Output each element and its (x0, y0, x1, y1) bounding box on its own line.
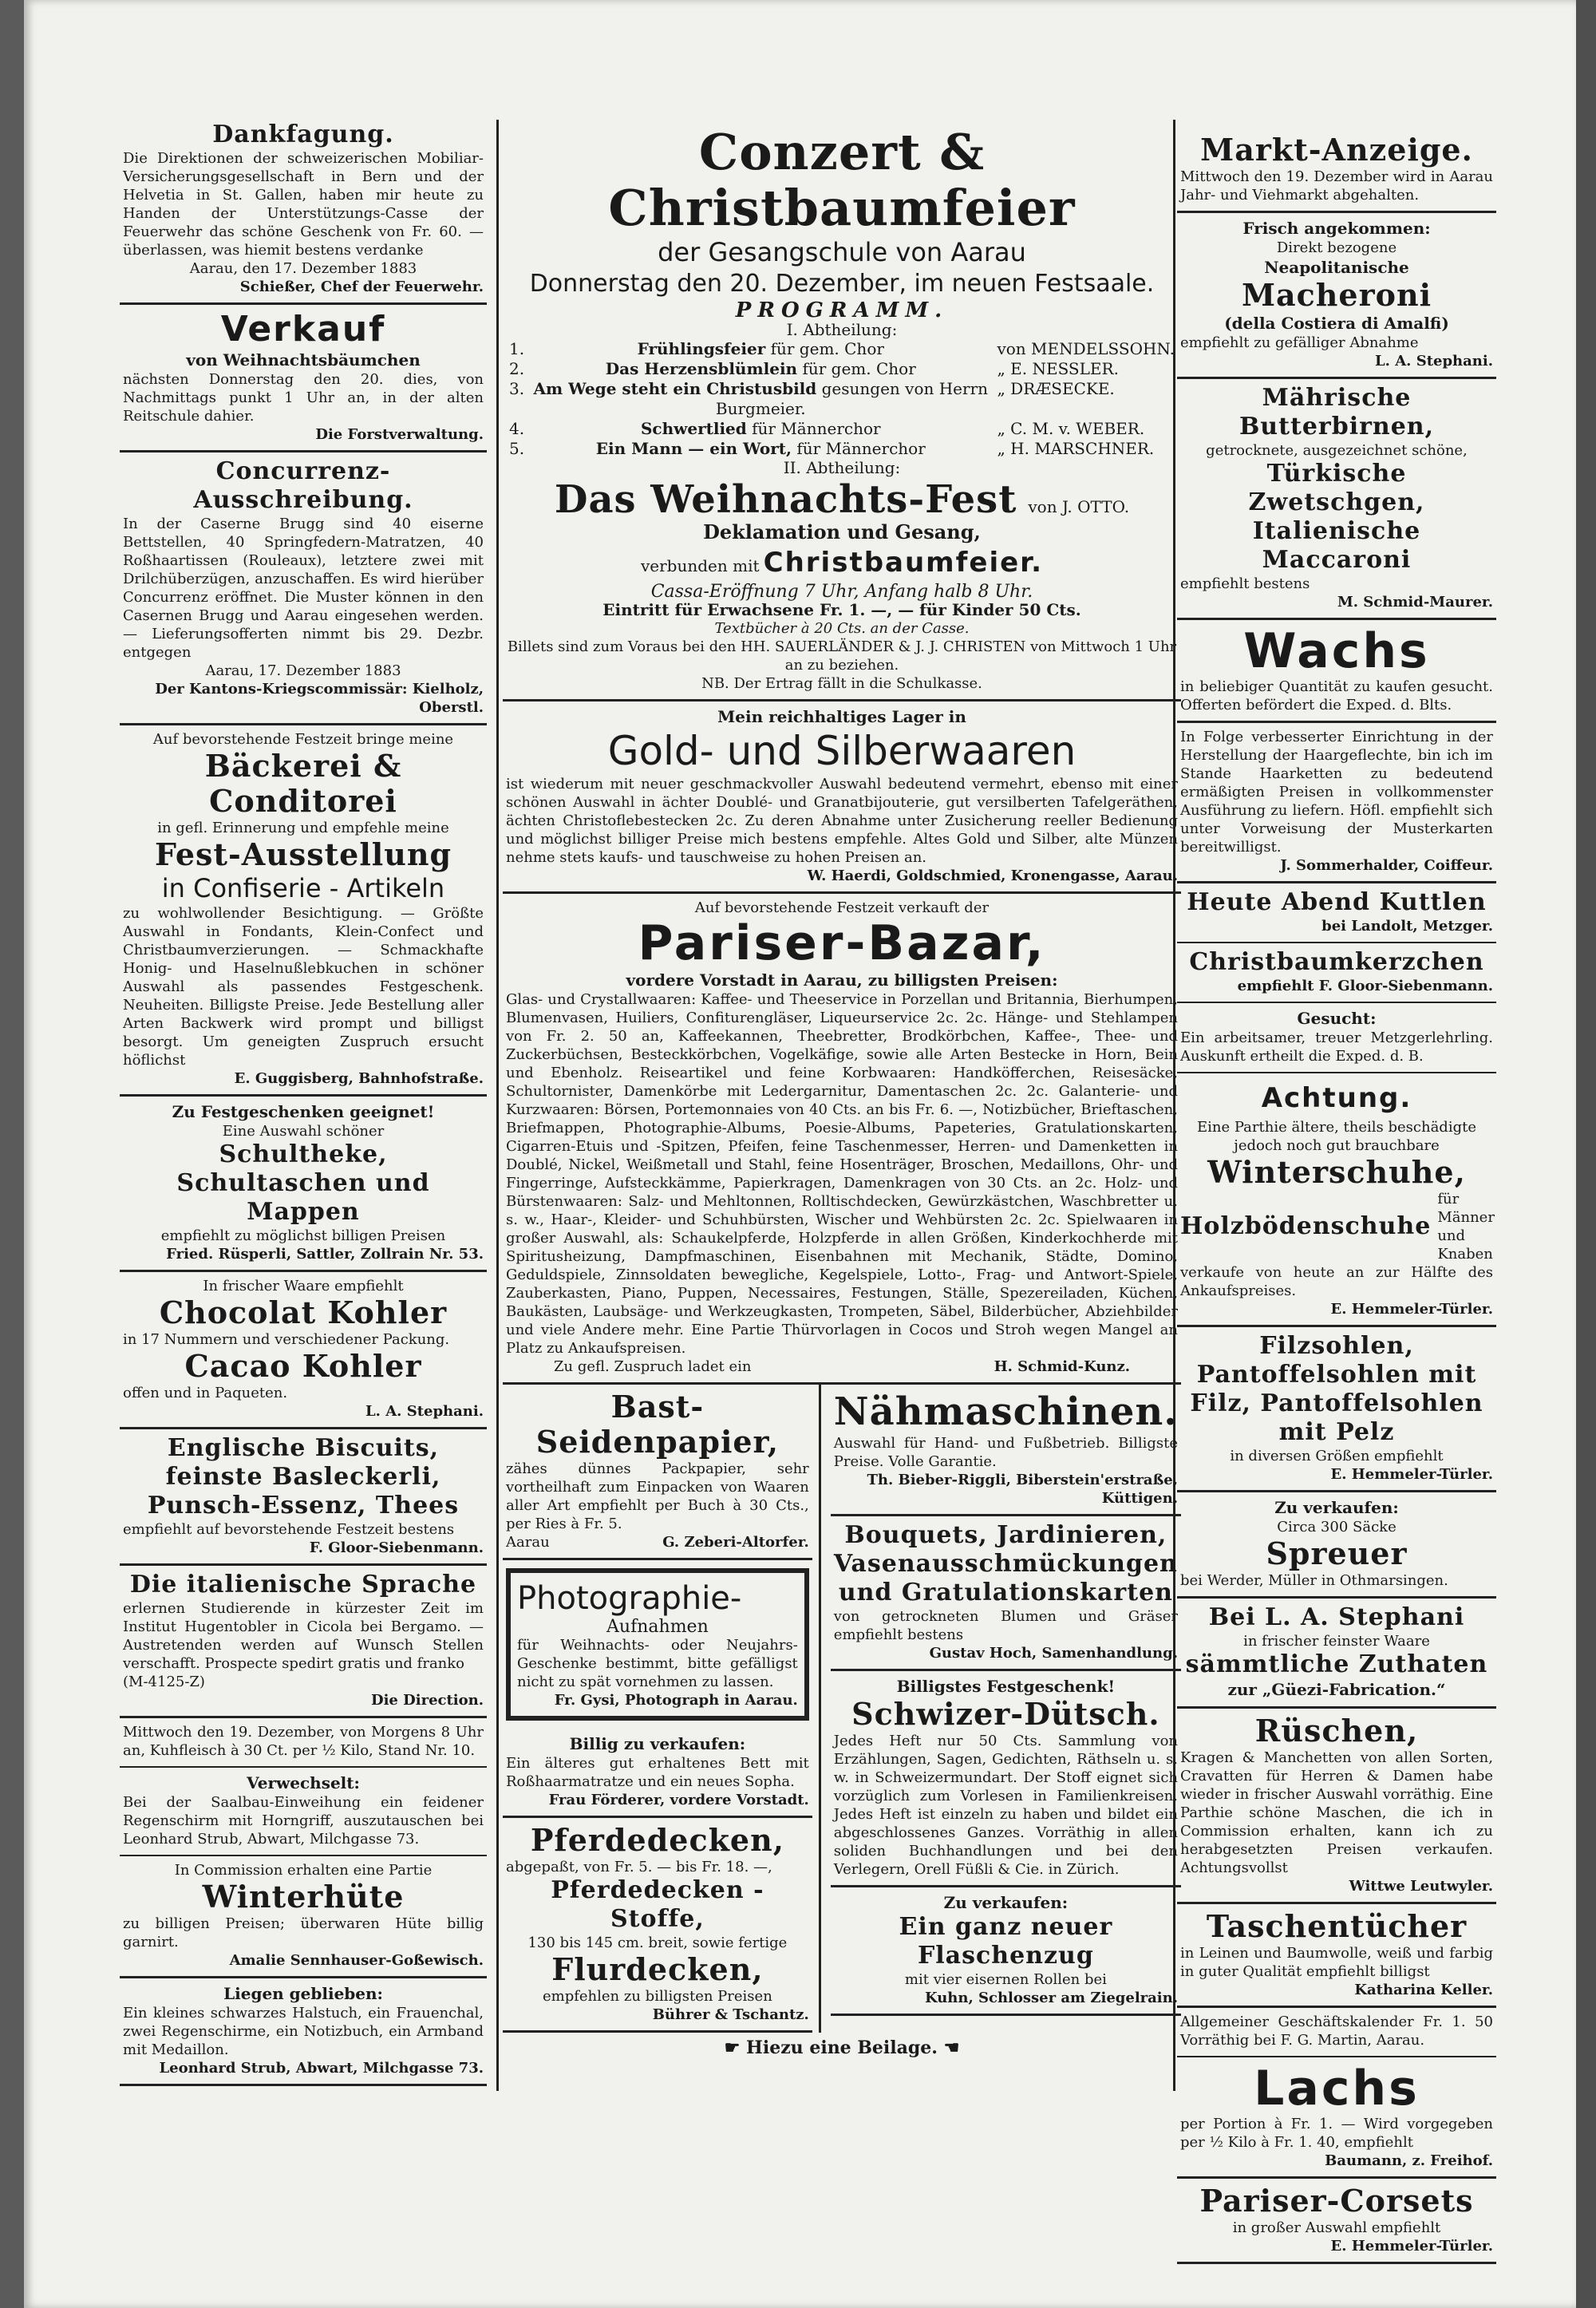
program-piece-title: Das Herzensblümlein (605, 359, 798, 378)
weihnacht-sub: Deklamation und Gesang, (703, 520, 981, 543)
ad-title: Mährische Butterbirnen, (1238, 384, 1435, 441)
ad-body: zu billigen Preisen; überwaren Hüte billig garnirt. (123, 1915, 484, 1950)
beilage-note (503, 2037, 1181, 2058)
ad-bouquets (831, 1516, 1181, 1671)
ad-stephani-zuthaten (1177, 1599, 1496, 1709)
two-column-block (503, 1385, 1181, 2033)
billets: Billets sind zum Voraus bei den HH. SAUERLÄNDER & J. J. CHRISTEN von Mittwoch 1 Uhr an zu beziehen. (507, 638, 1177, 674)
ad-title: Verwechselt: (247, 1773, 360, 1792)
ad-intro: In Commission erhalten eine Partie (174, 1862, 433, 1879)
ad-liegen-geblieben (120, 1978, 487, 2086)
ad-schwizer-duetsch (831, 1671, 1181, 1887)
ad-kerzchen (1177, 943, 1496, 1003)
ad-schultheke (120, 1097, 487, 1272)
ad-line (1180, 1190, 1493, 1263)
ad-flaschenzug (831, 1887, 1181, 2016)
weihnacht-line (506, 477, 1178, 522)
program-piece (527, 439, 994, 459)
ad-biscuits (120, 1429, 487, 1566)
ad-signature: L. A. Stephani. (1375, 353, 1493, 370)
ad-body: Mittwoch den 19. Dezember, von Morgens 8 Uhr an, Kuhfleisch à 30 Ct. per ½ Kilo, Stand Nr. 10. (123, 1724, 484, 1759)
ad-body: In der Caserne Brugg sind 40 eiserne Bettstellen, 40 Springfedern-Matratzen, 40 Roßhaartissen (Rouleaux), letztere zwei mit Drilchüberzügen, anzuschaffen. Es wird hierüber Concurrenz eröffnet. Die Muster können in den Casernen Brugg und Aarau eingesehen werden. — Lieferungsofferten nimmt bis 29. Dezbr. entgegen (123, 516, 484, 661)
ad-title-2: Pferdedecken - Stoffe, (551, 1876, 764, 1933)
program-piece-title: Am Wege steht ein Christusbild (533, 379, 817, 398)
column-left (120, 116, 487, 2086)
ad-signature: Frau Förderer, vordere Vorstadt. (548, 1792, 809, 1808)
ad-title-2: Winterschuhe, (1207, 1154, 1466, 1190)
program-composer: „ DRÆSECKE. (997, 379, 1115, 398)
ad-body: von getrockneten Blumen und Gräser empfiehlt bestens (833, 1608, 1178, 1643)
ad-title: Englische Biscuits, feinste Basleckerli, Punsch-Essenz, Thees (147, 1434, 460, 1520)
program-title: PROGRAMM. (735, 298, 949, 322)
ad-kalender (1177, 2008, 1496, 2057)
ad-place: Aarau (506, 1534, 550, 1551)
ad-wachs (1177, 620, 1496, 723)
ad-place: Aarau, 17. Dezember 1883 (205, 662, 401, 679)
program-item (506, 419, 1178, 439)
ad-body: Jedes Heft nur 50 Cts. Sammlung von Erzählungen, Sagen, Gedichten, Räthseln u. s. w. in Schweizermundart. Der Stoff eignet sich vorzüglich zum Vorlesen in Familienkreisen. Jedes Heft ist einzeln zu haben und bildet ein abgeschlossenes Ganzes. Vorräthig in allen soliden Buchhandlungen und bei den Verlegern, Orell Füßli & Cie. in Zürich. (833, 1733, 1178, 1878)
ad-photographie (506, 1568, 809, 1721)
program-no: 4. (509, 419, 525, 438)
ad-body: in großer Auswahl empfiehlt (1232, 2219, 1441, 2236)
ad-intro: Auf bevorstehende Festzeit bringe meine (152, 731, 454, 748)
program-no: 1. (509, 339, 525, 358)
ad-body: Die Direktionen der schweizerischen Mobiliar-Versicherungsgesellschaft in Bern und der Helvetia in St. Gallen, haben mir heute zu Handen der Unterstützungs-Casse der Feuerwehr das schöne Geschenk von Fr. 60. — überlassen, was hiemit bestens verdanke (123, 150, 484, 259)
ad-footer (506, 1358, 1178, 1376)
textbuch: Textbücher à 20 Cts. an der Casse. (714, 620, 970, 637)
ad-signature: G. Zeberi-Altorfer. (662, 1534, 809, 1551)
program-piece-title: Ein Mann — ein Wort, (595, 439, 792, 458)
ad-concurrenz (120, 453, 487, 725)
ad-body: in diversen Größen empfiehlt (1230, 1448, 1444, 1464)
ad-gesucht (1177, 1003, 1496, 1073)
ad-body: Ein kleines schwarzes Halstuch, ein Frauenchal, zwei Regenschirme, ein Notizbuch, ein Armband mit Medaillon. (123, 2005, 484, 2058)
ad-pferdedecken (503, 1818, 812, 2033)
ad-body: mit vier eisernen Rollen bei (904, 1971, 1107, 1988)
ad-signature: E. Hemmeler-Türler. (1330, 1301, 1493, 1318)
ad-title: Bei L. A. Stephani (1208, 1603, 1465, 1631)
ad-body: nächsten Donnerstag den 20. dies, von Nachmittags punkt 1 Uhr an, in der alten Reitschule dahier. (123, 371, 484, 425)
ad-title: Wachs (1243, 623, 1430, 679)
ad-title: Billig zu verkaufen: (569, 1734, 746, 1753)
ad-body: per Portion à Fr. 1. — Wird vorgegeben per ½ Kilo à Fr. 1. 40, empfiehlt (1180, 2116, 1493, 2151)
ad-intro: Mein reichhaltiges Lager in (717, 707, 966, 726)
ad-body: In Folge verbesserter Einrichtung in der Herstellung der Haargeflechte, bin ich im Stande Haarketten zu bedeutend ermäßigten Preisen in vollkommenster Ausführung zu liefern. Höfl. empfiehlt sich unter Vorweisung der Musterkarten bereitwilligst. (1180, 729, 1493, 856)
note: NB. Der Ertrag fällt in die Schulkasse. (701, 675, 982, 692)
ad-body: Ein älteres gut erhaltenes Bett mit Roßhaarmatratze und ein neues Sopha. (506, 1755, 809, 1790)
subcolumn-left (503, 1385, 821, 2033)
ad-title: Gold- und Silberwaaren (607, 728, 1077, 774)
ad-title: Photographie- (517, 1580, 742, 1617)
ad-intro: Zu verkaufen: (943, 1893, 1069, 1912)
ad-signature: E. Hemmeler-Türler. (1330, 1466, 1493, 1483)
ad-haarketten (1177, 723, 1496, 883)
ad-body-4: verkaufe von heute an zur Hälfte des Ankaufspreises. (1180, 1264, 1493, 1299)
ad-body: Mittwoch den 19. Dezember wird in Aarau Jahr- und Viehmarkt abgehalten. (1180, 168, 1493, 204)
ad-filzsohlen (1177, 1327, 1496, 1492)
ad-winterhuete (120, 1856, 487, 1978)
ad-title: Markt-Anzeige. (1200, 132, 1473, 168)
ad-verkauf (120, 305, 487, 453)
ad-title: Bouquets, Jardinieren, Vasenausschmückungen und Gratulationskarten (833, 1521, 1178, 1607)
ad-verwechselt (120, 1768, 487, 1856)
ad-signature: Die Direction. (370, 1692, 484, 1709)
program-item (506, 359, 1178, 379)
ad-body-3: für Männer und Knaben (1437, 1191, 1495, 1263)
ad-intro: In frischer Waare empfiehlt (203, 1278, 404, 1294)
ad-title: Chocolat Kohler (159, 1294, 448, 1330)
column-right (1177, 128, 1496, 2264)
ad-signature: Gustav Hoch, Samenhandlung. (929, 1645, 1178, 1662)
program-piece (527, 339, 994, 359)
ad-title: Conzert & Christbaumfeier (608, 123, 1076, 237)
ad-body: für Weihnachts- oder Neujahrs-Geschenke bestimmt, bitte gefälligst nicht zu spät vornehmen zu lassen. (517, 1637, 798, 1690)
program-composer: „ E. NESSLER. (997, 359, 1119, 378)
ad-title-2: Cacao Kohler (184, 1348, 422, 1384)
pointing-hand-icon: ☚ (943, 2037, 960, 2058)
ad-markt (1177, 128, 1496, 213)
ad-signature: empfiehlt F. Gloor-Siebenmann. (1237, 978, 1493, 994)
ad-corsets (1177, 2179, 1496, 2264)
program-piece (527, 419, 994, 439)
ad-signature: Fried. Rüsperli, Sattler, Zollrain Nr. 53. (166, 1246, 484, 1263)
ad-pariser-bazar (503, 894, 1181, 1385)
subcolumn-right (831, 1385, 1181, 2033)
ad-signature: Th. Bieber-Riggli, Biberstein'erstraße, Küttigen. (867, 1472, 1178, 1507)
ad-naehmaschinen (831, 1385, 1181, 1516)
ad-kuhfleisch (120, 1718, 487, 1768)
ad-baeckerei (120, 725, 487, 1097)
weihnacht-author: von J. OTTO. (1028, 497, 1130, 516)
ad-body-3: empfehlen zu billigsten Preisen (543, 1988, 772, 2005)
ad-body: ist wiederum mit neuer geschmackvoller Auswahl bedeutend vermehrt, ebenso mit einer schönen Auswahl in ächter Doublé- und Granatbijouterie, gut versilberten Tafelgeräthen, ächten Christoflebestecken 2c. Zu deren Abnahme unter Zusicherung reeller Bedienung und möglichst billiger Preise mich bestens empfehle. Altes Gold und Silber, alte Münzen nehme stets kaufs- und tauschweise zu hohen Preisen an. (506, 776, 1178, 866)
cassa: Cassa-Eröffnung 7 Uhr, Anfang halb 8 Uhr. (650, 582, 1033, 602)
ad-signature: H. Schmid-Kunz. (994, 1358, 1130, 1375)
ad-body-2: zu wohlwollender Besichtigung. — Größte Auswahl in Fondants, Klein-Confect und Christbaumverzierungen. — Schmackhafte Honig- und Haselnußlebkuchen in schöner Auswahl als passendes Festgeschenk. Neuheiten. Billigste Preise. Jede Bestellung aller Arten Backwerk wird prompt und billigst besorgt. Um geneigten Zuspruch ersucht höflichst (123, 905, 484, 1069)
ad-title: Ein ganz neuer Flaschenzug (899, 1913, 1113, 1970)
ad-title: Christbaumkerzchen (1189, 948, 1484, 976)
ad-body: Allgemeiner Geschäftskalender Fr. 1. 50 Vorräthig bei F. G. Martin, Aarau. (1180, 2014, 1493, 2049)
ad-subtitle: der Gesangschule von Aarau (658, 237, 1026, 267)
ad-macheroni (1177, 213, 1496, 379)
ad-body-2: 130 bis 145 cm. breit, sowie fertige (527, 1935, 788, 1951)
ad-title: Die italienische Sprache (129, 1571, 477, 1599)
ad-title: Lachs (1254, 2061, 1420, 2116)
ad-butterbirnen (1177, 379, 1496, 620)
ad-body: in frischer feinster Waare (1243, 1633, 1430, 1650)
program-composer: „ C. M. v. WEBER. (997, 419, 1145, 438)
weihnacht-sub2-pre: verbunden mit (640, 556, 760, 575)
ad-body: empfiehlt zu gefälliger Abnahme (1180, 334, 1419, 351)
ad-intro-2: Circa 300 Säcke (1277, 1519, 1396, 1535)
ad-title: Pariser-Corsets (1199, 2183, 1474, 2219)
ad-body: in gefl. Erinnerung und empfehle meine (157, 820, 449, 836)
ad-body: in 17 Nummern und verschiedener Packung. (123, 1331, 450, 1348)
ad-subtitle: Aufnahmen (606, 1617, 709, 1637)
ad-italienisch (120, 1566, 487, 1718)
column-rule-left (496, 120, 499, 2091)
ad-signature: M. Schmid-Maurer. (1337, 594, 1493, 611)
weihnacht-line-2 (506, 543, 1178, 583)
ad-title: Bast-Seidenpapier, (535, 1389, 780, 1460)
ad-body: abgepaßt, von Fr. 5. — bis Fr. 18. —, (506, 1859, 772, 1875)
ad-signature: F. Gloor-Siebenmann. (309, 1539, 484, 1556)
ad-title: Pariser-Bazar, (638, 915, 1046, 971)
ad-intro: Zu verkaufen: (1274, 1498, 1399, 1517)
ad-bast (503, 1385, 812, 1560)
ad-body: in beliebiger Quantität zu kaufen gesucht. Offerten befördert die Exped. d. Blts. (1180, 678, 1493, 713)
ad-title: Rüschen, (1254, 1713, 1419, 1749)
ad-signature: J. Sommerhalder, Coiffeur. (1280, 857, 1493, 874)
ad-subtitle: vordere Vorstadt in Aarau, zu billigsten Preisen: (626, 970, 1058, 990)
ad-code: (M-4125-Z) (123, 1674, 205, 1690)
weihnacht-sub2: Christbaumfeier. (763, 547, 1044, 579)
ad-body: Glas- und Crystallwaaren: Kaffee- und Theeservice in Porzellan und Britannia, Bierhumpen, Blumenvasen, Huiliers, Confiturengläser, Liqueurservice 2c. 2c. Hänge- und Stehlampen von Fr. 2. 50 an, Kaffeekannen, Theebretter, Brodkörbchen, Kaffee-, Thee- und Zuckerbüchsen, Besteckkörbchen, Vogelkäfige, sowie alle Arten Bestecke in Horn, Bein und Ebenholz. Reiseartikel und feine Korbwaaren: Handköfferchen, Reisesäcke, Schultornister, Damenkörbe mit Ledergarnitur, Damentaschen 2c. 2c. Galanterie- und Kurzwaaren: Börsen, Portemonnaies von 40 Cts. an bis Fr. 6. —, Notizbücher, Brieftaschen, Briefmappen, Photographie-Albums, Poesie-Albums, Papeteries, Gratulationskarten, Cigarren-Etuis und -Spitzen, Pfeifen, feine Taschenmesser, Herren- und Damenketten in Doublé, Nickel, Weißmetall und Stahl, feine Hosenträger, Broschen, Medaillons, Ohr- und Fingerringe, Aufsteckkämme, Papierkragen, Damenkragen von 30 Cts. an 2c. Holz- und Bürstenwaaren: Salz- und Mehltonnen, Rolltischdecken, Gewürzkästchen, Waschbretter u. s. w., Haar-, Kleider- und Schuhbürsten, Wischer und Wehbürsten 2c. 2c. Spielwaaren in großer Auswahl, als: Schaukelpferde, Holzpferde in allen Größen, Kinderkochherde mit Spiritusheizung, Dampfmaschinen, Eisenbahnen mit Mechanik, Städte, Domino, Geduldspiele, Zinnsoldaten bewegliche, Kegelspiele, Lotto-, Frag- und Antwort-Spiele, Zauberkasten, Piano, Puppen, Necessaires, Festungen, Ställe, Spezereiladen, Küchen, Baukästen, Laubsäge- und Werkzeugkasten, Trompeten, Säbel, Bilderbücher, Abziehbilder und viele Andere mehr. Eine Partie Thürvorlagen in Cocos und Stroh wegen Mangel an Platz zu Ankaufspreisen. (506, 991, 1178, 1357)
ad-closing: Zu gefl. Zuspruch ladet ein (554, 1358, 752, 1375)
program-no: 2. (509, 359, 525, 378)
ad-title: Schultheke, Schultaschen und Mappen (176, 1140, 430, 1226)
weihnacht-title: Das Weihnachts-Fest (554, 477, 1017, 522)
ad-signature: Katharina Keller. (1354, 1982, 1493, 1998)
ad-title-3: Holzbödenschuhe (1180, 1212, 1432, 1240)
pointing-hand-icon: ☛ (724, 2037, 741, 2058)
ad-conzert (503, 120, 1181, 701)
program-piece-title: Schwertlied (640, 419, 747, 438)
program-item (506, 439, 1178, 459)
scan-right-edge (1576, 0, 1596, 2308)
program-composer: von MENDELSSOHN. (997, 339, 1175, 358)
ad-body: Eine Parthie ältere, theils beschädigte jedoch noch gut brauchbare (1197, 1119, 1476, 1154)
eintritt: Eintritt für Erwachsene Fr. 1. —, — für Kinder 50 Cts. (602, 600, 1081, 619)
ad-dankfagung (120, 116, 487, 305)
ad-body: zähes dünnes Packpapier, sehr vortheilhaft zum Einpacken von Waaren aller Art empfiehlt per Buch à 30 Cts., per Ries à Fr. 5. (506, 1460, 809, 1532)
ad-intro-2: Direkt bezogene (1276, 239, 1397, 256)
ad-signature: Kuhn, Schlosser am Ziegelrain. (924, 1990, 1178, 2006)
ad-subtitle: (della Costiera di Amalfi) (1224, 314, 1449, 333)
ad-kuttlen (1177, 883, 1496, 943)
ad-signature: Der Kantons-Kriegscommissär: Kielholz, Oberstl. (155, 681, 484, 716)
ad-signature: Fr. Gysi, Photograph in Aarau. (554, 1692, 798, 1709)
ad-title: Winterhüte (202, 1879, 405, 1915)
ad-body: getrocknete, ausgezeichnet schöne, (1206, 442, 1468, 459)
program-table (506, 339, 1178, 459)
ad-signature: Schießer, Chef der Feuerwehr. (239, 279, 484, 295)
ad-title: Verkauf (220, 309, 386, 350)
ad-title: Liegen geblieben: (223, 1984, 383, 2003)
ad-footer (506, 1533, 809, 1551)
ad-title-3: zur „Güezi-Fabrication.“ (1227, 1680, 1446, 1699)
ad-body-2: empfiehlt zu möglichst billigen Preisen (160, 1227, 446, 1244)
program-piece (527, 379, 994, 419)
ad-body: in Leinen und Baumwolle, weiß und farbig in guter Qualität empfiehlt billigst (1180, 1945, 1493, 1980)
program-composer: „ H. MARSCHNER. (997, 439, 1155, 458)
ad-signature: Die Forstverwaltung. (315, 426, 484, 443)
ad-title-2: Türkische Zwetschgen, Italienische Maccaroni (1248, 460, 1425, 574)
ad-signature: L. A. Stephani. (365, 1403, 484, 1420)
ad-title: Spreuer (1266, 1535, 1408, 1571)
ad-signature: E. Guggisberg, Bahnhofstraße. (234, 1070, 484, 1087)
ad-subtitle-2: Donnerstag den 20. Dezember, im neuen Festsaale. (529, 270, 1155, 298)
ad-body: empfiehlt auf bevorstehende Festzeit bestens (123, 1521, 455, 1538)
ad-body: Bei der Saalbau-Einweihung ein feidener Regenschirm mit Horngriff, auszutauschen bei Leonhard Strub, Abwart, Milchgasse 73. (123, 1794, 484, 1848)
ad-body-2: empfiehlt bestens (1180, 575, 1310, 592)
ad-spreuer (1177, 1492, 1496, 1599)
ad-body: Ein arbeitsamer, treuer Metzgerlehrling. Auskunft ertheilt die Exped. d. B. (1180, 1030, 1493, 1065)
ad-title: Filzsohlen, Pantoffelsohlen mit Filz, Pantoffelsohlen mit Pelz (1190, 1332, 1483, 1446)
program-piece-for: für Männerchor (796, 439, 926, 458)
ad-title: Taschentücher (1206, 1908, 1468, 1944)
ad-title: Schwizer-Dütsch. (851, 1696, 1160, 1732)
ad-title-3: in Confiserie - Artikeln (161, 873, 445, 903)
ad-intro-3: Neapolitanische (1264, 258, 1409, 277)
ad-title-3: Flurdecken, (551, 1951, 764, 1987)
ad-title: Pferdedecken, (530, 1822, 784, 1858)
ad-intro: Frisch angekommen: (1242, 219, 1431, 238)
ad-achtung (1177, 1073, 1496, 1327)
ad-body: Kragen & Manchetten von allen Sorten, Cravatten für Herren & Damen habe wieder in frischer Auswahl vorräthig. Eine Parthie schöne Maschen, die ich in Commission erhalten, kann ich zu herabgesetzten Preisen verkaufen. Achtungsvollst (1180, 1749, 1493, 1876)
program-piece-for: für gem. Chor (802, 359, 916, 378)
ad-taschentuecher (1177, 1904, 1496, 2008)
ad-title: Gesucht: (1297, 1009, 1377, 1028)
ad-title: Concurrenz-Ausschreibung. (193, 457, 413, 514)
ad-title: Macheroni (1241, 277, 1432, 313)
program-item (506, 379, 1178, 419)
ad-intro: Zu Festgeschenken geeignet! (172, 1102, 435, 1121)
beilage-text: Hiezu eine Beilage. (746, 2037, 938, 2058)
ad-title-2: sämmtliche Zuthaten (1185, 1650, 1488, 1678)
ad-rueschen (1177, 1709, 1496, 1904)
ad-title: Heute Abend Kuttlen (1187, 888, 1487, 916)
ad-title: Dankfagung. (212, 121, 394, 148)
program-part-2: II. Abtheilung: (783, 458, 901, 477)
scan-left-edge (0, 0, 24, 2308)
ad-bett (503, 1729, 812, 1818)
ad-signature: Leonhard Strub, Abwart, Milchgasse 73. (159, 2060, 484, 2077)
ad-body: Eine Auswahl schöner (222, 1123, 385, 1140)
program-piece-for: gesungen von Herrn Burgmeier. (715, 379, 989, 418)
ad-subtitle: von Weihnachtsbäumchen (186, 350, 421, 370)
program-no: 3. (509, 379, 525, 398)
ad-signature: Bührer & Tschantz. (652, 2006, 809, 2023)
program-piece-title: Frühlingsfeier (637, 339, 766, 358)
ad-title: Nähmaschinen. (833, 1389, 1178, 1434)
program-piece-for: für gem. Chor (770, 339, 884, 358)
ad-chocolat (120, 1272, 487, 1429)
ad-intro: Auf bevorstehende Festzeit verkauft der (694, 899, 990, 916)
ad-signature: W. Haerdi, Goldschmied, Kronengasse, Aarau. (807, 867, 1178, 884)
program-part-1: I. Abtheilung: (786, 320, 898, 339)
ad-signature: Amalie Sennhauser-Goßewisch. (229, 1952, 484, 1969)
program-piece (527, 359, 994, 379)
ad-intro: Billigstes Festgeschenk! (896, 1677, 1116, 1696)
ad-signature: bei Landolt, Metzger. (1321, 918, 1493, 935)
ad-body: Auswahl für Hand- und Fußbetrieb. Billigste Preise. Volle Garantie. (833, 1435, 1178, 1470)
ad-lachs (1177, 2057, 1496, 2179)
ad-goldwaaren (503, 701, 1181, 894)
program-item (506, 339, 1178, 359)
ad-title: Achtung. (1261, 1082, 1412, 1114)
program-piece-for: für Männerchor (752, 419, 881, 438)
ad-body: erlernen Studierende in kürzester Zeit im Institut Hugentobler in Cicola bei Bergamo. — Austretenden werden auf Wunsch Stellen verschafft. Prospecte spedirt gratis und franko (123, 1600, 484, 1672)
ad-title: Bäckerei & Conditorei (204, 748, 402, 819)
ad-signature: Wittwe Leutwyler. (1349, 1878, 1493, 1895)
program-no: 5. (509, 439, 525, 458)
ad-signature: E. Hemmeler-Türler. (1330, 2238, 1493, 2255)
ad-body-2: offen und in Paqueten. (123, 1385, 288, 1401)
ad-place: Aarau, den 17. Dezember 1883 (189, 260, 417, 277)
column-middle (503, 120, 1181, 2058)
ad-signature: Baumann, z. Freihof. (1325, 2152, 1493, 2169)
ad-body: bei Werder, Müller in Othmarsingen. (1180, 1572, 1448, 1589)
ad-title-2: Fest-Ausstellung (154, 836, 452, 872)
